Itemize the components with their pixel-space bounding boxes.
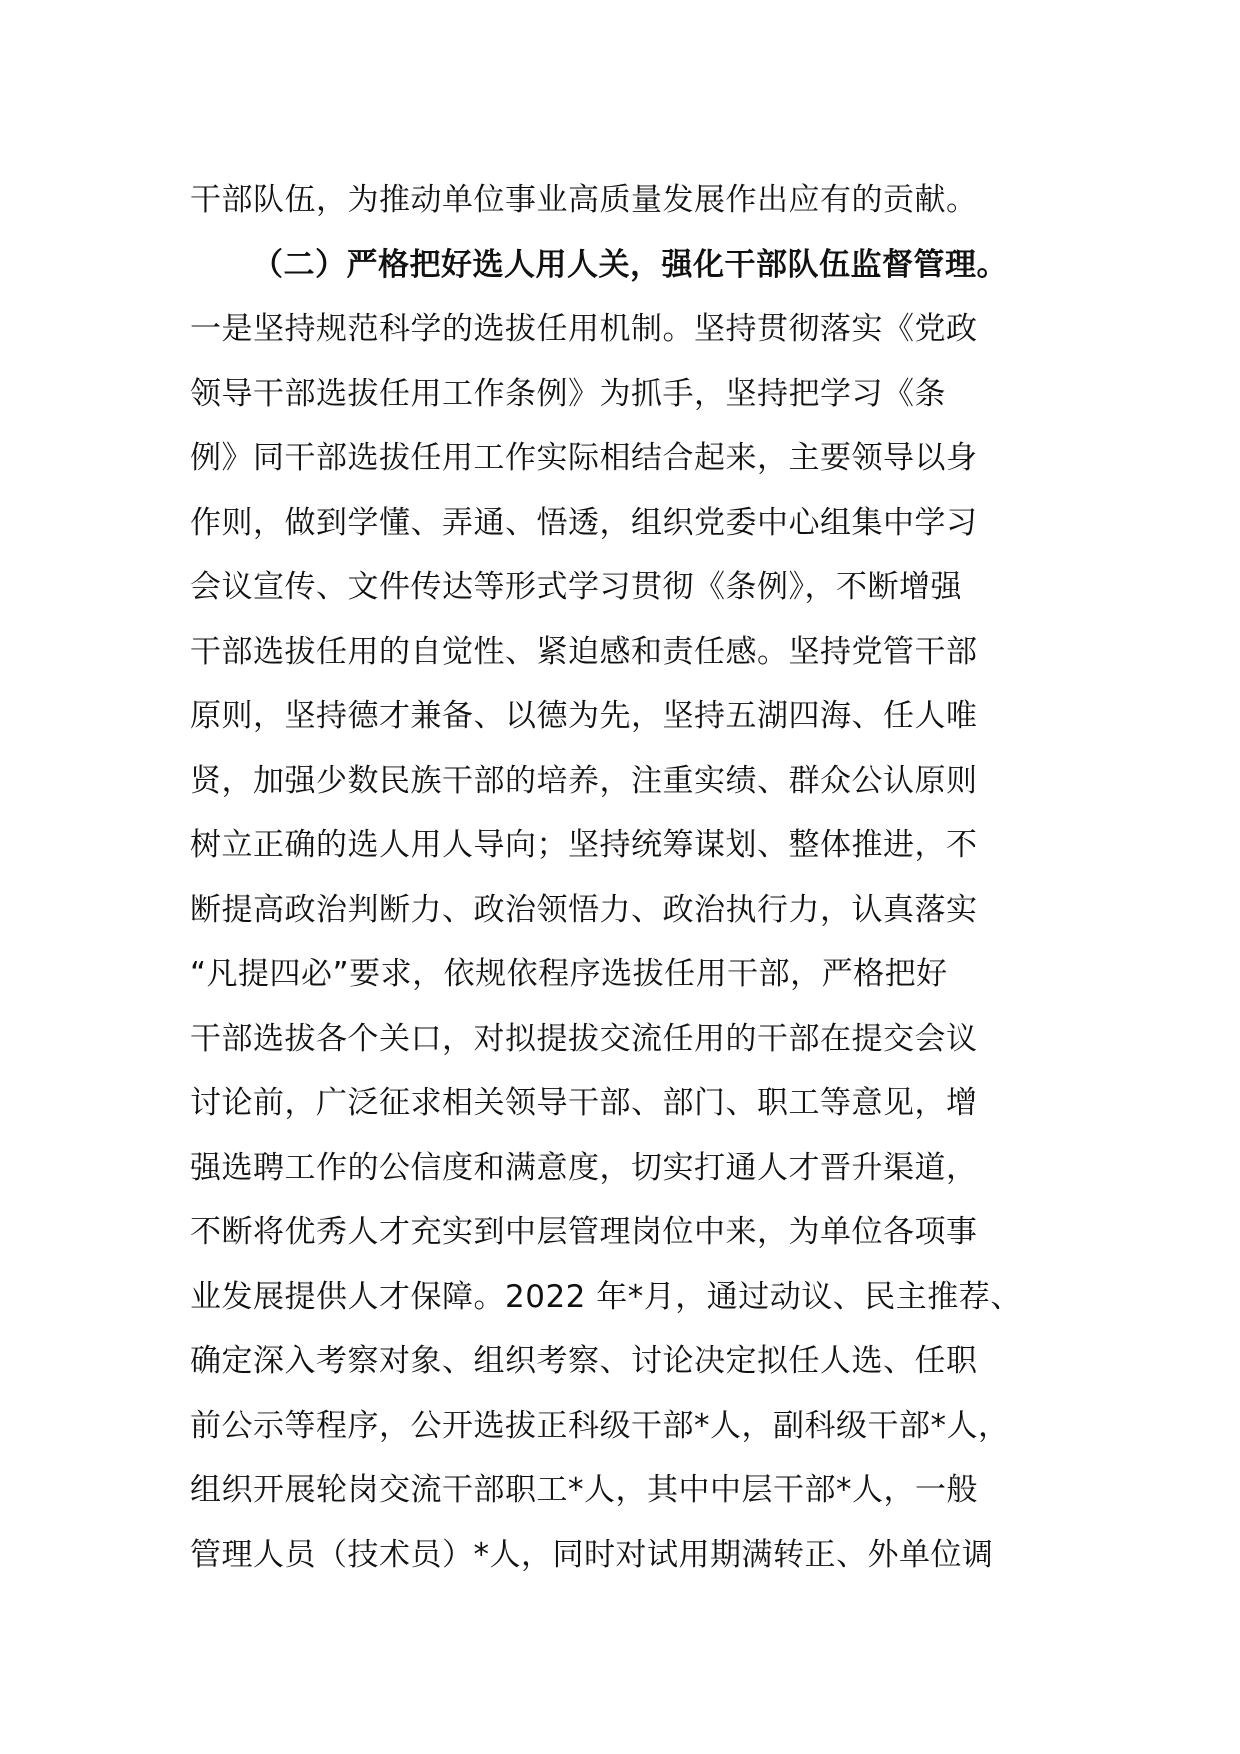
paragraph-line: 贤，加强少数民族干部的培养，注重实绩、群众公认原则 bbox=[190, 762, 978, 799]
paragraph-line: 管理人员（技术员）*人，同时对试用期满转正、外单位调 bbox=[190, 1536, 994, 1573]
paragraph-line: 断提高政治判断力、政治领悟力、政治执行力，认真落实 bbox=[190, 891, 978, 928]
section-heading: （二）严格把好选人用人关，强化干部队伍监督管理。 bbox=[252, 246, 1008, 283]
paragraph-line: 干部选拔各个关口，对拟提拔交流任用的干部在提交会议 bbox=[190, 1020, 978, 1057]
paragraph-line: 组织开展轮岗交流干部职工*人，其中中层干部*人，一般 bbox=[190, 1472, 978, 1508]
paragraph-line: 干部队伍，为推动单位事业高质量发展作出应有的贡献。 bbox=[190, 182, 978, 218]
document-body bbox=[190, 168, 1090, 1587]
paragraph-line: 作则，做到学懂、弄通、悟透，组织党委中心组集中学习 bbox=[190, 504, 978, 541]
paragraph-line: 讨论前，广泛征求相关领导干部、部门、职工等意见，增 bbox=[190, 1085, 978, 1121]
paragraph-line: 不断将优秀人才充实到中层管理岗位中来，为单位各项事 bbox=[190, 1214, 978, 1250]
paragraph-line: 前公示等程序，公开选拔正科级干部*人，副科级干部*人， bbox=[190, 1407, 1010, 1444]
paragraph-line: 确定深入考察对象、组织考察、讨论决定拟任人选、任职 bbox=[190, 1343, 978, 1379]
paragraph-line: 强选聘工作的公信度和满意度，切实打通人才晋升渠道， bbox=[190, 1149, 978, 1186]
paragraph-line: 会议宣传、文件传达等形式学习贯彻《条例》，不断增强 bbox=[190, 569, 962, 605]
paragraph-line: 一是坚持规范科学的选拔任用机制。坚持贯彻落实《党政 bbox=[190, 311, 978, 347]
paragraph-line: 原则，坚持德才兼备、以德为先，坚持五湖四海、任人唯 bbox=[190, 698, 978, 734]
paragraph-line: 树立正确的选人用人导向；坚持统筹谋划、整体推进，不 bbox=[190, 827, 978, 863]
paragraph-line: 干部选拔任用的自觉性、紧迫感和责任感。坚持党管干部 bbox=[190, 633, 978, 670]
paragraph-line: 领导干部选拔任用工作条例》为抓手，坚持把学习《条 bbox=[190, 375, 946, 412]
paragraph-line: 例》同干部选拔任用工作实际相结合起来，主要领导以身 bbox=[190, 440, 978, 476]
paragraph-line: 业发展提供人才保障。2022 年*月，通过动议、民主推荐、 bbox=[190, 1278, 1022, 1315]
paragraph-line: “凡提四必”要求，依规依程序选拔任用干部，严格把好 bbox=[190, 956, 948, 992]
